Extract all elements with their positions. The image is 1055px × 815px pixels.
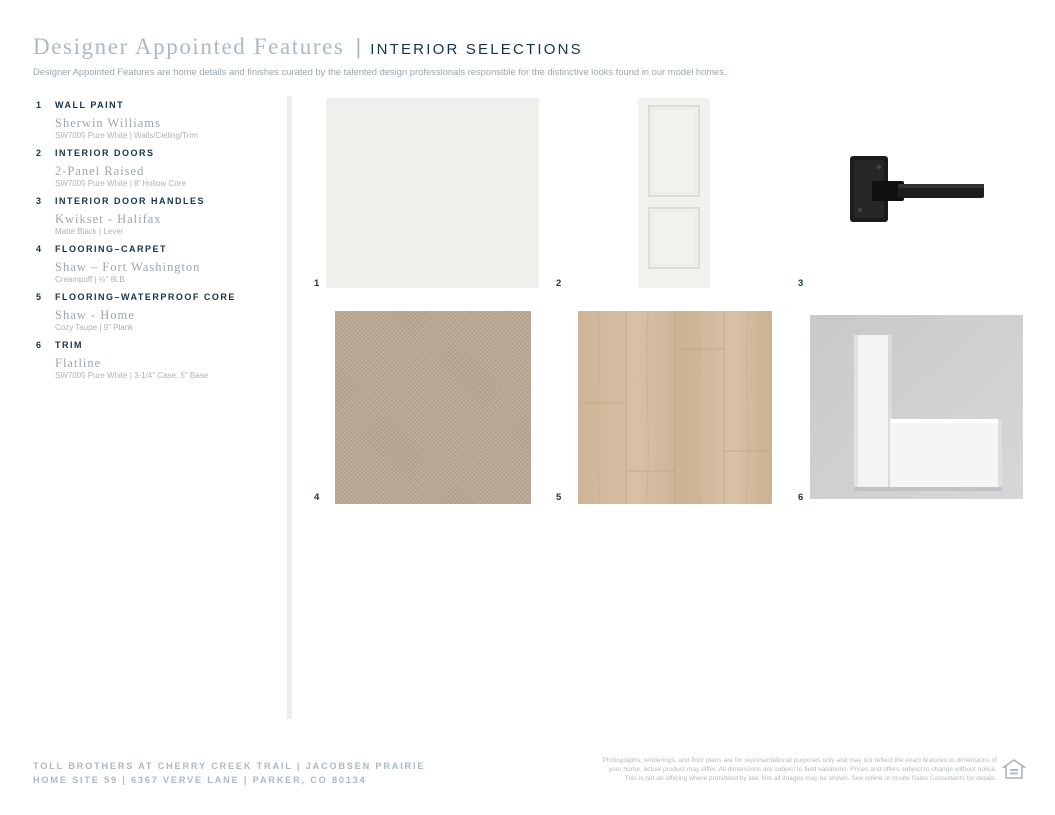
section-title: INTERIOR SELECTIONS — [370, 41, 583, 58]
waterproof-core-swatch — [578, 311, 772, 504]
item-category: INTERIOR DOOR HANDLES — [55, 196, 206, 206]
footer-community: TOLL BROTHERS AT CHERRY CREEK TRAIL | JACOBSEN PRAIRIE — [33, 761, 426, 771]
item-number: 2 — [36, 148, 43, 158]
door-handle-icon — [846, 154, 986, 224]
item-number: 6 — [36, 340, 43, 350]
disclaimer-line: This is not an offering where prohibited by law. Not all images may be shown. See online or onsite Sales Consultants for details. — [624, 775, 997, 783]
page-title: Designer Appointed Features — [33, 34, 345, 59]
footer-homesite: HOME SITE 59 | 6367 VERVE LANE | PARKER, CO 80134 — [33, 775, 367, 785]
item-detail: Creampuff | ½" 8LB — [55, 275, 125, 284]
item-number: 1 — [36, 100, 43, 110]
item-detail: Matte Black | Lever — [55, 227, 124, 236]
trim-swatch — [810, 315, 1023, 499]
swatch-number-6: 6 — [798, 492, 804, 503]
item-number: 4 — [36, 244, 43, 254]
selection-item — [36, 148, 276, 188]
selection-item — [36, 100, 276, 140]
item-category: INTERIOR DOORS — [55, 148, 155, 158]
swatch-number-3: 3 — [798, 278, 804, 289]
item-name: Shaw - Home — [55, 308, 135, 322]
door-handle-swatch — [846, 154, 986, 224]
item-name: Sherwin Williams — [55, 116, 161, 130]
plank-texture — [578, 311, 772, 504]
item-category: WALL PAINT — [55, 100, 125, 110]
swatch-number-5: 5 — [556, 492, 562, 503]
item-name: Flatline — [55, 356, 102, 370]
selection-item — [36, 292, 276, 332]
item-number: 3 — [36, 196, 43, 206]
footer-disclaimer — [517, 756, 997, 784]
disclaimer-line: your home; actual product may differ. All dimensions are subject to field variations. Prices and offers subject to change without notice. — [608, 766, 997, 774]
wall-paint-swatch — [326, 98, 539, 288]
interior-door-swatch — [638, 98, 710, 288]
item-name: Shaw – Fort Washington — [55, 260, 201, 274]
selection-item — [36, 340, 276, 380]
item-category: FLOORING–WATERPROOF CORE — [55, 292, 236, 302]
page-header — [33, 34, 1023, 77]
item-detail: SW7005 Pure White | 8' Hollow Core — [55, 179, 186, 188]
vertical-divider — [287, 96, 292, 719]
disclaimer-line: Photographs, renderings, and floor plans are for representational purposes only and may not reflect the exact features or dimensions of — [602, 757, 997, 764]
item-detail: SW7005 Pure White | 3-1/4" Case, 5" Base — [55, 371, 209, 380]
item-category: FLOORING–CARPET — [55, 244, 168, 254]
trim-profile — [810, 315, 1023, 499]
item-detail: Cozy Taupe | 9" Plank — [55, 323, 134, 332]
intro-text: Designer Appointed Features are home details and finishes curated by the talented design professionals responsible for the distinctive looks found in our model homes. — [33, 66, 727, 77]
selections-list — [36, 100, 276, 388]
selection-item — [36, 196, 276, 236]
swatch-number-2: 2 — [556, 278, 562, 289]
title-line — [33, 34, 1023, 60]
item-name: 2-Panel Raised — [55, 164, 145, 178]
swatch-number-4: 4 — [314, 492, 320, 503]
item-detail: SW7005 Pure White | Walls/Ceiling/Trim — [55, 131, 198, 140]
footer-address — [33, 759, 425, 787]
swatch-number-1: 1 — [314, 278, 320, 289]
door-panels — [638, 98, 710, 288]
title-separator: | — [355, 34, 362, 59]
carpet-swatch — [335, 311, 531, 504]
item-category: TRIM — [55, 340, 83, 350]
item-name: Kwikset - Halifax — [55, 212, 162, 226]
equal-housing-opportunity-icon — [1002, 758, 1026, 782]
item-number: 5 — [36, 292, 43, 302]
selection-item — [36, 244, 276, 284]
